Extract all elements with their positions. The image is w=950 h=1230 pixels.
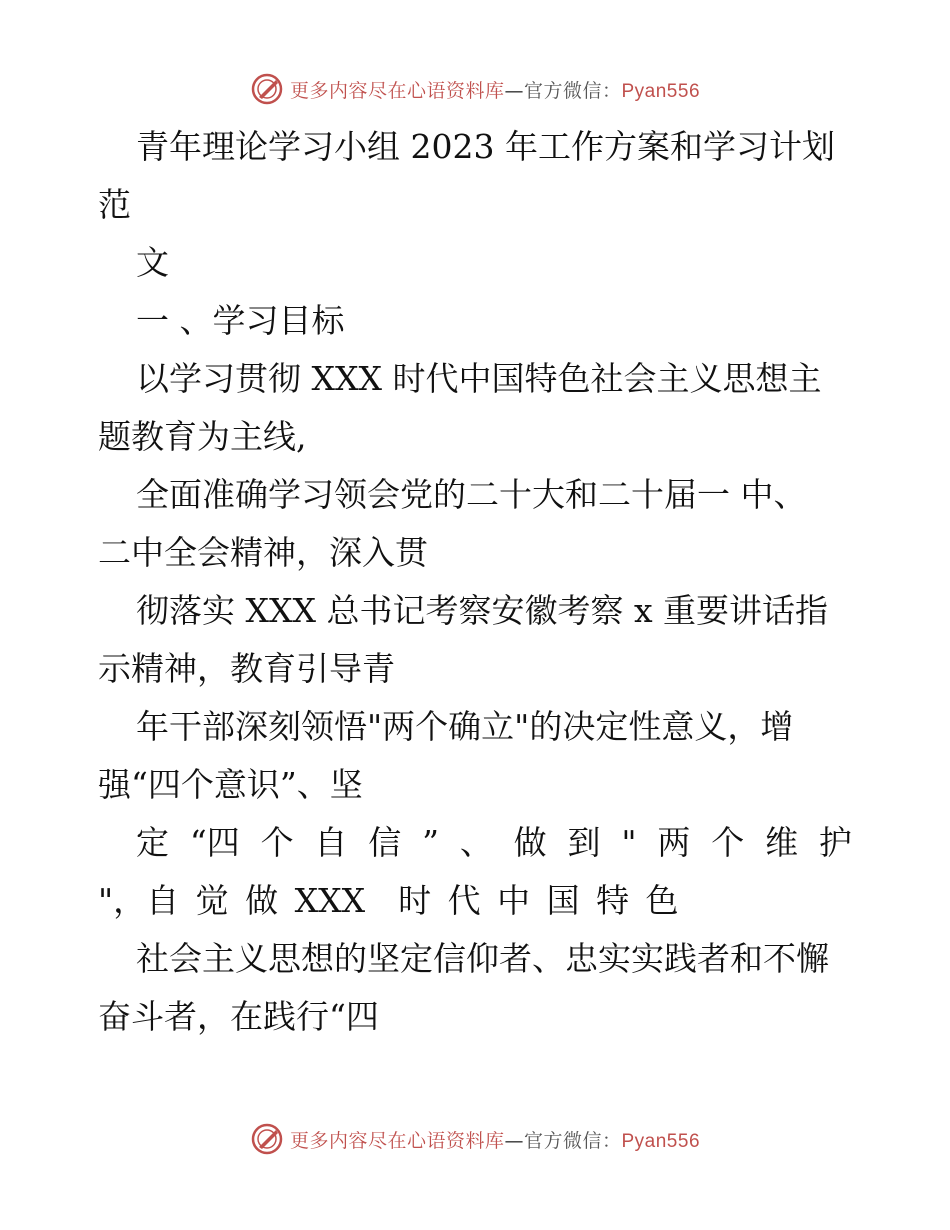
watermark-banner-bottom <box>0 1122 950 1156</box>
paragraph-line: 二中全会精神，深入贯 <box>98 533 428 572</box>
document-title-line: 青年理论学习小组 2023 年工作方案和学习计划 <box>136 127 835 166</box>
section-heading: 一 、学习目标 <box>136 301 345 340</box>
spaced-paragraph-line: "，自 觉 做 XXX 时 代 中 国 特 色 <box>98 881 679 920</box>
watermark-text: 更多内容尽在心语资料库—官方微信：Pyan556 <box>289 1129 701 1152</box>
document-title-line: 范 <box>98 185 131 224</box>
document-body <box>98 118 852 1046</box>
paragraph-line: 彻落实 XXX 总书记考察安徽考察 x 重要讲话指 <box>136 591 829 630</box>
paragraph-line: 年干部深刻领悟"两个确立"的决定性意义，增 <box>136 707 794 746</box>
paragraph-line: 奋斗者，在践行“四 <box>98 997 379 1036</box>
paragraph-line: 示精神，教育引导青 <box>98 649 395 688</box>
paragraph-line: 全面准确学习领会党的二十大和二十届一 中、 <box>136 475 807 514</box>
spaced-paragraph-line: 定 “四 个 自 信 ” 、 做 到 " 两 个 维 护 <box>136 823 852 862</box>
quill-seal-icon <box>250 72 284 106</box>
watermark-text: 更多内容尽在心语资料库—官方微信：Pyan556 <box>289 79 701 102</box>
document-title-line: 文 <box>136 243 169 282</box>
paragraph-line: 强“四个意识”、坚 <box>98 765 363 804</box>
paragraph-line: 社会主义思想的坚定信仰者、忠实实践者和不懈 <box>136 939 829 978</box>
quill-seal-icon <box>250 1122 284 1156</box>
paragraph-line: 以学习贯彻 XXX 时代中国特色社会主义思想主 <box>136 359 822 398</box>
paragraph-line: 题教育为主线, <box>98 417 307 456</box>
watermark-banner-top <box>0 72 950 106</box>
